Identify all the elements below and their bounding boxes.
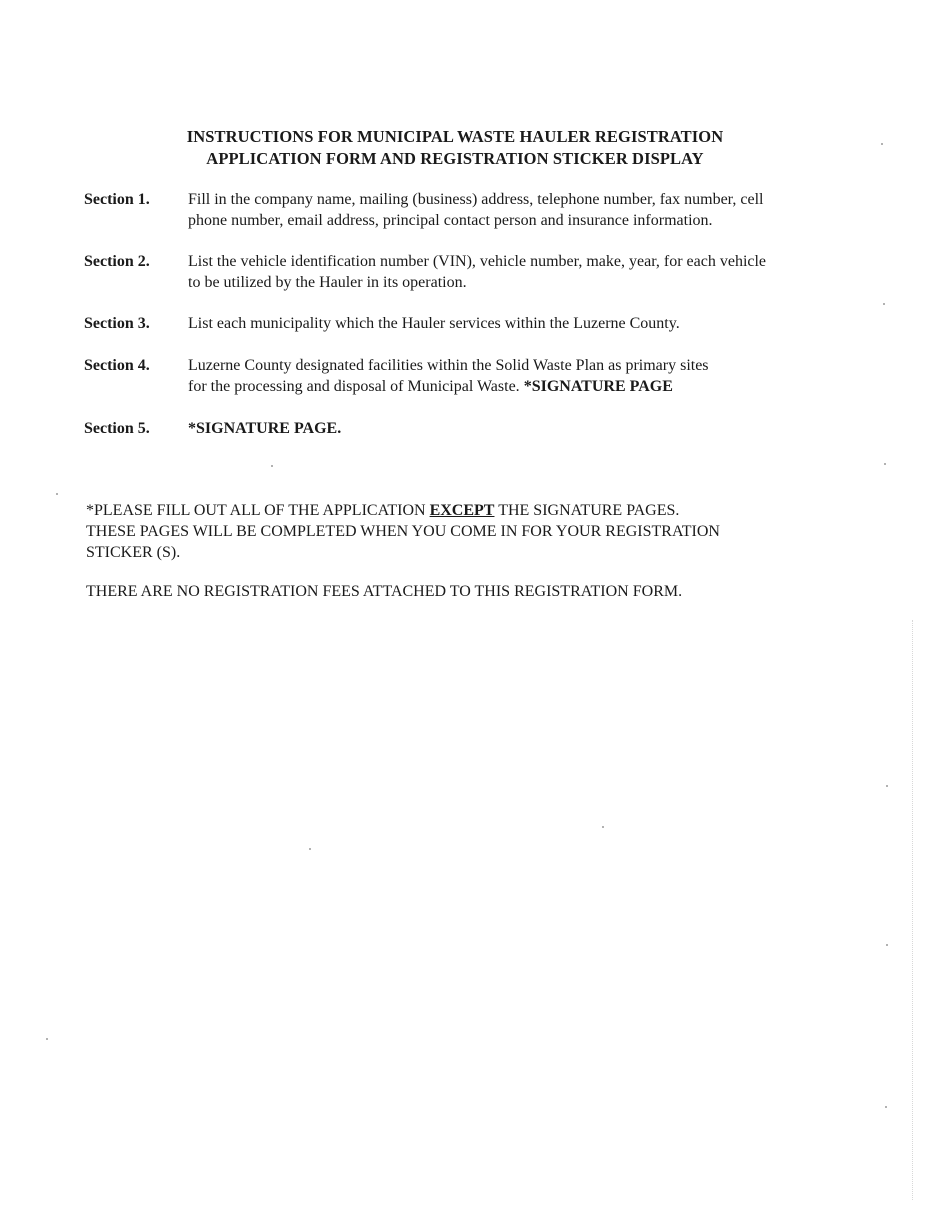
scan-speck — [884, 463, 886, 465]
section-text — [188, 355, 838, 397]
except-emphasis: EXCEPT — [429, 502, 495, 519]
section-text-line: phone number, email address, principal contact person and insurance information. — [188, 212, 713, 229]
scan-speck — [885, 1106, 887, 1108]
scan-speck — [46, 1038, 48, 1040]
section-text — [188, 251, 838, 293]
section-label: Section 1. — [84, 191, 150, 208]
note-text: *PLEASE FILL OUT ALL OF THE APPLICATION — [86, 502, 430, 519]
fees-statement — [86, 581, 806, 602]
note-line-3: STICKER (S). — [86, 544, 181, 561]
section-text — [188, 189, 838, 231]
scan-speck — [309, 848, 311, 850]
scan-speck — [56, 493, 58, 495]
note-line-1 — [86, 500, 806, 521]
section-text-line: Luzerne County designated facilities within the Solid Waste Plan as primary sites — [188, 357, 709, 374]
signature-page-emphasis: *SIGNATURE PAGE. — [188, 420, 342, 437]
scan-speck — [886, 785, 888, 787]
scan-speck — [602, 826, 604, 828]
section-label: Section 5. — [84, 420, 150, 437]
signature-page-emphasis: *SIGNATURE PAGE — [523, 378, 673, 395]
section-text — [188, 418, 838, 439]
section-text-line — [188, 376, 838, 397]
section-text — [188, 313, 838, 334]
scan-speck — [271, 465, 273, 467]
scan-speck — [881, 143, 883, 145]
scan-edge-artifact — [912, 620, 913, 1200]
scan-speck — [883, 303, 885, 305]
section-text-line: Fill in the company name, mailing (business) address, telephone number, fax number, cell — [188, 191, 764, 208]
section-text-line: to be utilized by the Hauler in its operation. — [188, 274, 467, 291]
document-title — [120, 126, 790, 170]
section-text-span: for the processing and disposal of Municipal Waste. — [188, 378, 520, 395]
note-line-2: THESE PAGES WILL BE COMPLETED WHEN YOU COME IN FOR YOUR REGISTRATION — [86, 523, 720, 540]
section-label: Section 4. — [84, 357, 150, 374]
fees-statement-text: THERE ARE NO REGISTRATION FEES ATTACHED TO THIS REGISTRATION FORM. — [86, 583, 683, 600]
scan-speck — [886, 944, 888, 946]
section-text-line: List the vehicle identification number (VIN), vehicle number, make, year, for each vehicle — [188, 253, 767, 270]
note-text: THE SIGNATURE PAGES. — [494, 502, 680, 519]
section-label: Section 3. — [84, 315, 150, 332]
section-text-line: List each municipality which the Hauler services within the Luzerne County. — [188, 315, 680, 332]
section-label: Section 2. — [84, 253, 150, 270]
title-line-2: APPLICATION FORM AND REGISTRATION STICKER DISPLAY — [206, 149, 704, 168]
application-note — [86, 500, 806, 563]
title-line-1: INSTRUCTIONS FOR MUNICIPAL WASTE HAULER REGISTRATION — [186, 127, 724, 146]
